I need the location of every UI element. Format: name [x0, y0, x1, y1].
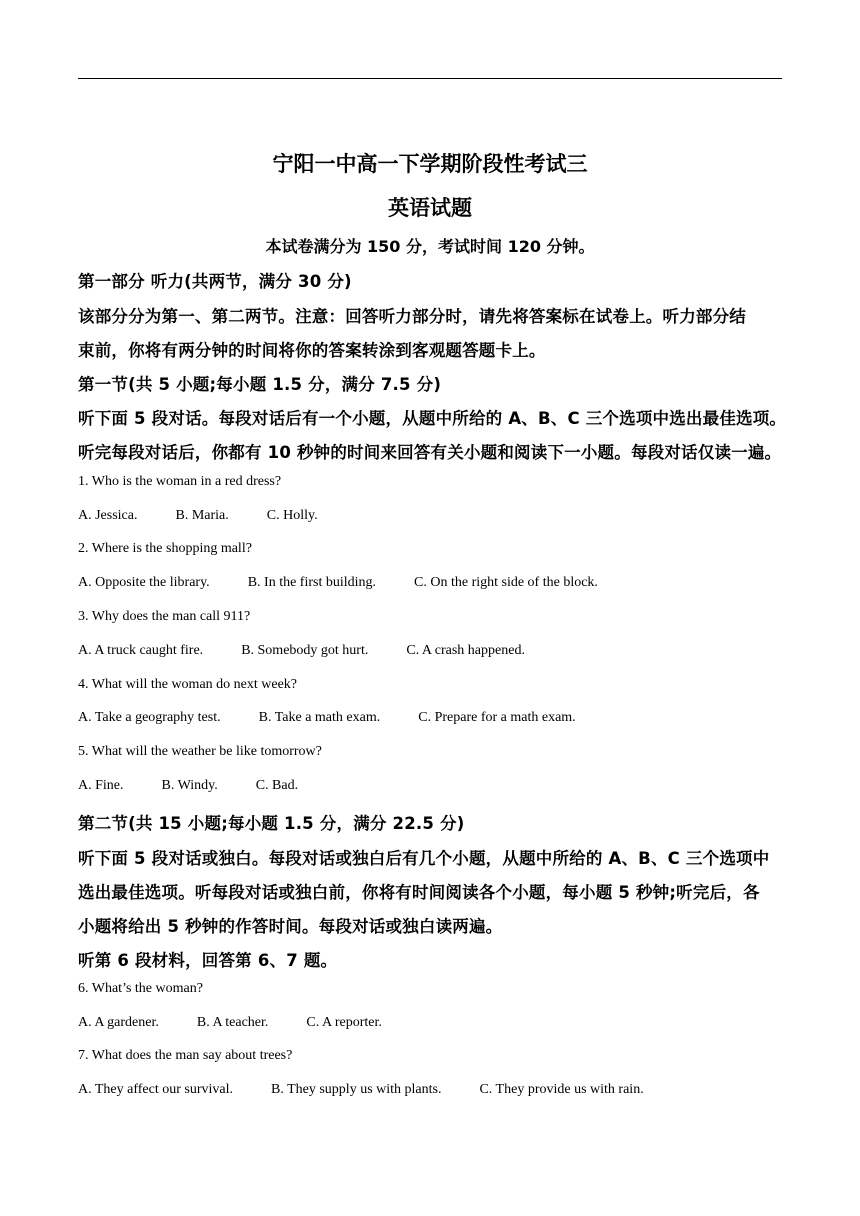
- option-a: A. Fine.: [78, 778, 124, 793]
- options-5: [78, 778, 788, 794]
- options-7: [78, 1082, 788, 1098]
- section2-instruction-line: 听下面 5 段对话或独白。每段对话或独白后有几个小题，从题中所给的 A、B、C 三个选项中: [78, 849, 770, 868]
- option-b: B. Maria.: [175, 508, 229, 523]
- section1-heading: 第一节(共 5 小题;每小题 1.5 分，满分 7.5 分): [78, 375, 442, 394]
- option-c: C. A crash happened.: [406, 643, 525, 658]
- option-c: C. A reporter.: [306, 1015, 382, 1030]
- options-6: [78, 1015, 788, 1031]
- question-5: 5. What will the weather be like tomorrow?: [78, 744, 322, 759]
- options-3: [78, 643, 788, 659]
- option-b: B. Take a math exam.: [258, 710, 381, 725]
- section1-instruction-line: 听下面 5 段对话。每段对话后有一个小题，从题中所给的 A、B、C 三个选项中选出最佳选项。: [78, 409, 787, 428]
- option-b: B. Somebody got hurt.: [241, 643, 369, 658]
- question-7: 7. What does the man say about trees?: [78, 1048, 293, 1063]
- option-b: B. A teacher.: [196, 1015, 269, 1030]
- header-rule: [78, 78, 782, 79]
- part1-instruction-line: 该部分分为第一、第二两节。注意：回答听力部分时，请先将答案标在试卷上。听力部分结: [78, 307, 746, 326]
- option-a: A. A gardener.: [78, 1015, 159, 1030]
- section2-instruction-line: 小题将给出 5 秒钟的作答时间。每段对话或独白读两遍。: [78, 917, 503, 936]
- option-a: A. They affect our survival.: [78, 1082, 233, 1097]
- options-4: [78, 710, 788, 726]
- question-3: 3. Why does the man call 911?: [78, 609, 251, 624]
- section1-instruction-line: 听完每段对话后，你都有 10 秒钟的时间来回答有关小题和阅读下一小题。每段对话仅读一遍。: [78, 443, 782, 462]
- option-a: A. Jessica.: [78, 508, 138, 523]
- options-1: [78, 508, 788, 524]
- option-c: C. Bad.: [255, 778, 299, 793]
- option-c: C. Prepare for a math exam.: [418, 710, 576, 725]
- material-6-heading: 听第 6 段材料，回答第 6、7 题。: [78, 951, 338, 970]
- exam-subtitle: 英语试题: [388, 196, 472, 220]
- option-b: B. Windy.: [161, 778, 218, 793]
- option-a: A. Opposite the library.: [78, 575, 210, 590]
- part1-heading: 第一部分 听力(共两节，满分 30 分): [78, 272, 352, 291]
- section2-heading: 第二节(共 15 小题;每小题 1.5 分，满分 22.5 分): [78, 814, 465, 833]
- exam-info: 本试卷满分为 150 分，考试时间 120 分钟。: [265, 237, 595, 256]
- option-a: A. Take a geography test.: [78, 710, 221, 725]
- option-c: C. On the right side of the block.: [414, 575, 598, 590]
- question-6: 6. What’s the woman?: [78, 981, 203, 996]
- question-4: 4. What will the woman do next week?: [78, 677, 298, 692]
- option-c: C. They provide us with rain.: [479, 1082, 644, 1097]
- section2-instruction-line: 选出最佳选项。听每段对话或独白前，你将有时间阅读各个小题，每小题 5 秒钟;听完后，各: [78, 883, 760, 902]
- options-2: [78, 575, 788, 591]
- exam-title: 宁阳一中高一下学期阶段性考试三: [272, 152, 588, 176]
- option-c: C. Holly.: [266, 508, 318, 523]
- option-a: A. A truck caught fire.: [78, 643, 204, 658]
- option-b: B. In the first building.: [247, 575, 377, 590]
- option-b: B. They supply us with plants.: [271, 1082, 442, 1097]
- part1-instruction-line: 束前，你将有两分钟的时间将你的答案转涂到客观题答题卡上。: [78, 341, 546, 360]
- question-2: 2. Where is the shopping mall?: [78, 541, 252, 556]
- question-1: 1. Who is the woman in a red dress?: [78, 474, 282, 489]
